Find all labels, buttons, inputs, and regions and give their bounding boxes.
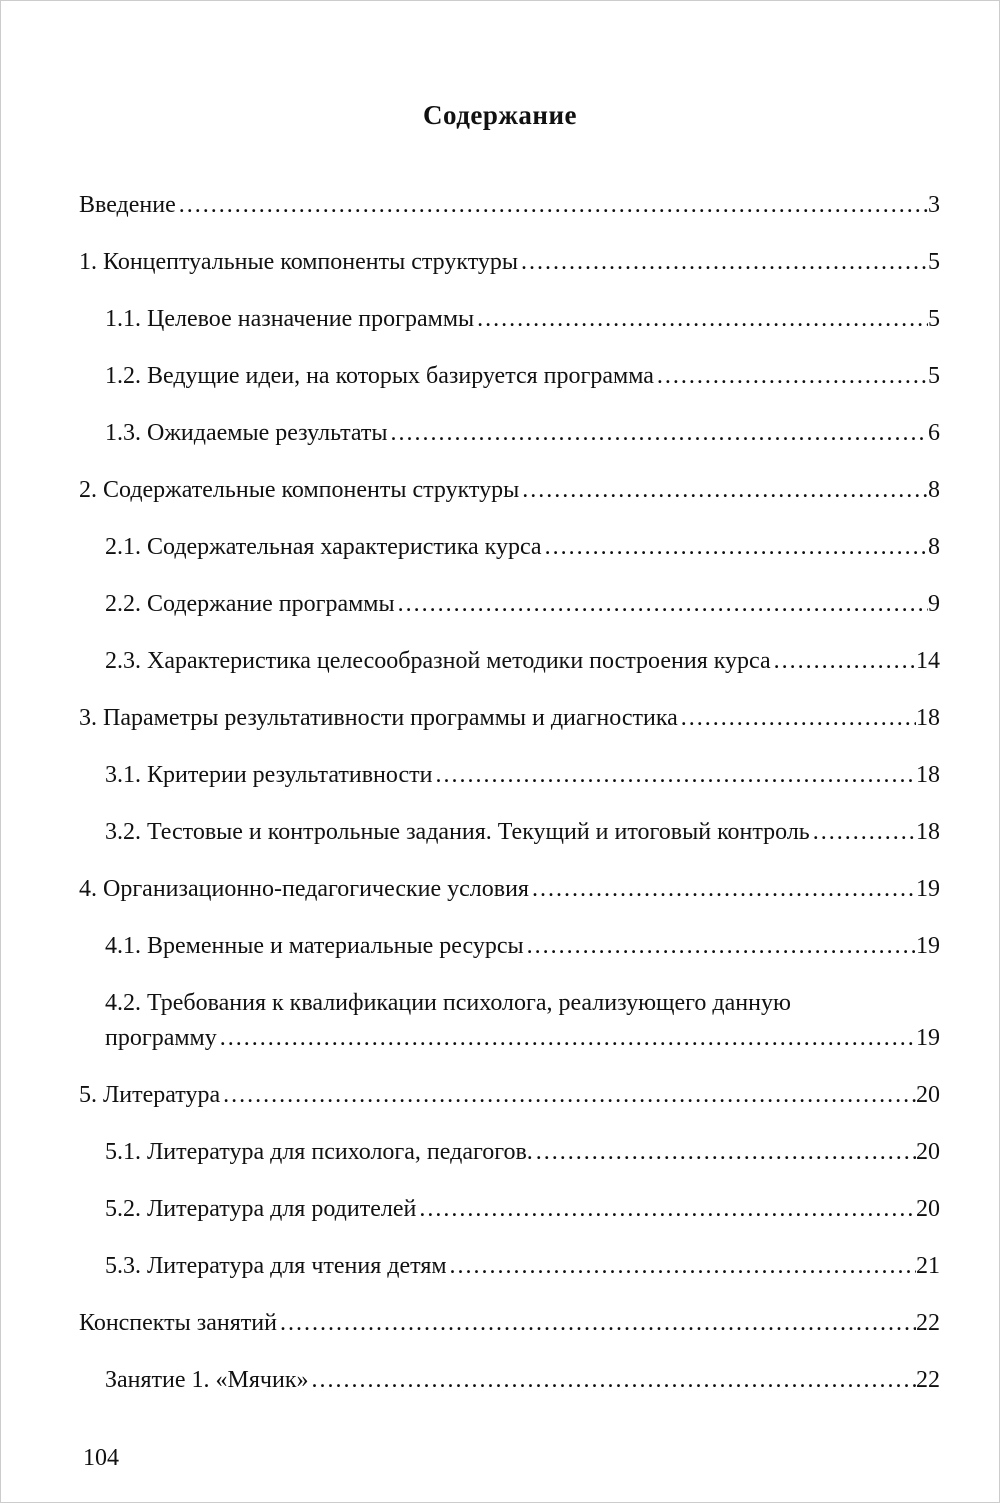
toc-entry-page: 18 [916, 819, 940, 845]
toc-entry-page: 3 [928, 192, 940, 218]
toc-entry [79, 535, 940, 560]
toc-entry-page: 6 [928, 420, 940, 446]
toc-leader-dots [774, 649, 916, 674]
toc-entry [79, 193, 940, 218]
toc-entry-label: 2. Содержательные компоненты структуры [79, 477, 520, 503]
toc-entry [79, 1197, 940, 1222]
toc-entry-label: 5.2. Литература для родителей [105, 1196, 417, 1222]
toc-entry-page: 9 [928, 591, 940, 617]
toc-leader-dots [532, 877, 916, 902]
toc-entry [79, 1368, 940, 1393]
toc-entry-label: 1.1. Целевое назначение программы [105, 306, 475, 332]
toc-entry-label: 4.2. Требования к квалификации психолога, реализующего данную [105, 990, 791, 1016]
toc-entry [79, 307, 940, 332]
toc-entry-label: 2.3. Характеристика целесообразной методики построения курса [105, 648, 771, 674]
toc-leader-dots [521, 250, 928, 275]
toc-entry-label: 5. Литература [79, 1082, 221, 1108]
toc-leader-dots [398, 592, 928, 617]
toc-entry [79, 1026, 940, 1051]
toc-entry [79, 592, 940, 617]
toc-leader-dots [391, 421, 928, 446]
toc-entry-page: 14 [916, 648, 940, 674]
toc-entry-page: 5 [928, 306, 940, 332]
toc-entry [79, 1311, 940, 1336]
toc-entry-label: 1. Концептуальные компоненты структуры [79, 249, 518, 275]
toc-entry-label: 3.2. Тестовые и контрольные задания. Текущий и итоговый контроль [105, 819, 810, 845]
toc-leader-dots [527, 934, 916, 959]
toc-entry [79, 820, 940, 845]
toc-leader-dots [312, 1368, 917, 1393]
toc-entry-page: 22 [916, 1310, 940, 1336]
toc-entry [79, 934, 940, 959]
toc-entry-page: 22 [916, 1367, 940, 1393]
toc-entry-label: 1.3. Ожидаемые результаты [105, 420, 388, 446]
toc-entry-page: 19 [916, 876, 940, 902]
toc-entry [79, 478, 940, 503]
toc-entry-page: 20 [916, 1082, 940, 1108]
toc-entry-label: Конспекты занятий [79, 1310, 277, 1336]
toc-entry [79, 421, 940, 446]
toc-leader-dots [223, 1083, 916, 1108]
toc-entry-label: программу [105, 1025, 217, 1051]
toc-entry-label: 3. Параметры результативности программы и диагностика [79, 705, 678, 731]
toc-entry [79, 1140, 940, 1165]
toc-entry-label: Занятие 1. «Мячик» [105, 1367, 309, 1393]
toc-entry-label: 5.1. Литература для психолога, педагогов. [105, 1139, 533, 1165]
toc-entry [79, 706, 940, 731]
toc-entry-label: 3.1. Критерии результативности [105, 762, 433, 788]
toc-leader-dots [813, 820, 916, 845]
toc-leader-dots [657, 364, 928, 389]
toc-leader-dots [179, 193, 928, 218]
toc-leader-dots [435, 763, 916, 788]
toc-entry [79, 877, 940, 902]
toc-leader-dots [450, 1254, 916, 1279]
toc-entry-page: 19 [916, 1025, 940, 1051]
footer-page-number: 104 [83, 1445, 119, 1471]
toc-entry-label: 1.2. Ведущие идеи, на которых базируется программа [105, 363, 654, 389]
table-of-contents [79, 193, 940, 1425]
toc-entry [79, 364, 940, 389]
toc-entry-page: 20 [916, 1139, 940, 1165]
toc-entry [79, 1254, 940, 1279]
toc-leader-dots [681, 706, 916, 731]
toc-entry-page: 5 [928, 363, 940, 389]
toc-leader-dots [545, 535, 928, 560]
toc-entry-page: 18 [916, 705, 940, 731]
toc-leader-dots [477, 307, 928, 332]
toc-entry-page: 5 [928, 249, 940, 275]
toc-leader-dots [419, 1197, 916, 1222]
toc-leader-dots [220, 1026, 916, 1051]
toc-entry-label: Введение [79, 192, 176, 218]
toc-entry-page: 19 [916, 933, 940, 959]
toc-leader-dots [536, 1140, 916, 1165]
toc-leader-dots [280, 1311, 916, 1336]
toc-entry-label: 2.1. Содержательная характеристика курса [105, 534, 542, 560]
toc-entry-page: 8 [928, 477, 940, 503]
toc-entry [79, 649, 940, 674]
toc-entry-page: 8 [928, 534, 940, 560]
toc-entry [79, 1083, 940, 1108]
toc-entry [79, 763, 940, 788]
toc-leader-dots [522, 478, 928, 503]
toc-entry-label: 4. Организационно-педагогические условия [79, 876, 529, 902]
toc-entry-label: 5.3. Литература для чтения детям [105, 1253, 447, 1279]
toc-entry-label: 4.1. Временные и материальные ресурсы [105, 933, 524, 959]
toc-entry-page: 20 [916, 1196, 940, 1222]
toc-entry-page: 18 [916, 762, 940, 788]
toc-entry-label: 2.2. Содержание программы [105, 591, 395, 617]
toc-entry-page: 21 [916, 1253, 940, 1279]
page-title: Содержание [422, 100, 578, 130]
toc-entry [79, 250, 940, 275]
